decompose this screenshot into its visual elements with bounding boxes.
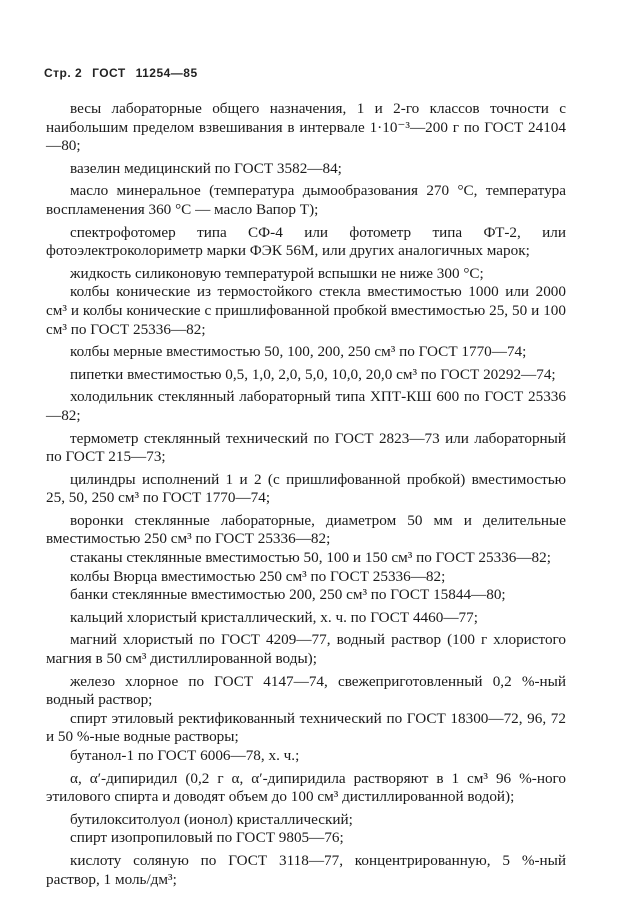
- standard-number: 11254—85: [135, 66, 198, 80]
- list-item: масло минеральное (температура дымообразования 270 °С, температура воспламенения 360 °С — масло Вапор Т);: [46, 182, 566, 218]
- list-item: спирт изопропиловый по ГОСТ 9805—76;: [70, 829, 344, 847]
- list-item: вазелин медицинский по ГОСТ 3582—84;: [70, 159, 342, 177]
- list-item: спектрофотомер типа СФ-4 или фотометр типа ФТ-2, или фотоэлектроколориметр марки ФЭК 56М, или других аналогичных марок;: [46, 223, 566, 260]
- list-item: бутилокситолуол (ионол) кристаллический;: [70, 810, 353, 828]
- list-item: жидкость силиконовую температурой вспышки не ниже 300 °С;: [70, 264, 484, 282]
- standard-label: ГОСТ: [92, 66, 126, 80]
- list-item: пипетки вместимостью 0,5, 1,0, 2,0, 5,0, 10,0, 20,0 см³ по ГОСТ 20292—74;: [70, 365, 556, 383]
- list-item: колбы Вюрца вместимостью 250 см³ по ГОСТ 25336—82;: [70, 567, 446, 585]
- list-item: воронки стеклянные лабораторные, диаметром 50 мм и делительные вместимостью 250 см³ по ГОСТ 25336—82;: [46, 511, 566, 548]
- list-item: холодильник стеклянный лабораторный типа ХПТ-КШ 600 по ГОСТ 25336—82;: [46, 388, 566, 424]
- page-number-label: Стр. 2: [44, 66, 83, 80]
- list-item: термометр стеклянный технический по ГОСТ 2823—73 или лабораторный по ГОСТ 215—73;: [46, 429, 566, 466]
- list-item: весы лабораторные общего назначения, 1 и 2-го классов точности с наибольшим пределом взвешивания в интервале 1·10⁻³—200 г по ГОСТ 24104—80;: [46, 100, 566, 155]
- list-item: кальций хлористый кристаллический, х. ч. по ГОСТ 4460—77;: [70, 608, 478, 626]
- list-item: цилиндры исполнений 1 и 2 (с пришлифованной пробкой) вместимостью 25, 50, 250 см³ по ГОСТ 1770—74;: [46, 470, 566, 507]
- list-item: α, α′-дипиридил (0,2 г α, α′-дипиридила растворяют в 1 см³ 96 %-ного этилового спирта и доводят объем до 100 см³ дистиллированной водой);: [46, 769, 566, 806]
- list-item: стаканы стеклянные вместимостью 50, 100 и 150 см³ по ГОСТ 25336—82;: [70, 549, 551, 567]
- list-item: кислоту соляную по ГОСТ 3118—77, концентрированную, 5 %-ный раствор, 1 моль/дм³;: [46, 851, 566, 888]
- list-item: магний хлористый по ГОСТ 4209—77, водный раствор (100 г хлористого магния в 50 см³ дистиллированной воды);: [46, 631, 566, 668]
- list-item: колбы конические из термостойкого стекла вместимостью 1000 или 2000 см³ и колбы конические с пришлифованной пробкой вместимостью 25, 50 и 100 см³ по ГОСТ 25336—82;: [46, 283, 566, 338]
- page-header: [44, 66, 204, 80]
- document-body: [46, 100, 566, 889]
- list-item: банки стеклянные вместимостью 200, 250 см³ по ГОСТ 15844—80;: [70, 586, 506, 604]
- list-item: бутанол-1 по ГОСТ 6006—78, х. ч.;: [70, 747, 300, 764]
- list-item: железо хлорное по ГОСТ 4147—74, свежеприготовленный 0,2 %-ный водный раствор;: [46, 672, 566, 709]
- list-item: спирт этиловый ректификованный технический по ГОСТ 18300—72, 96, 72 и 50 %-ные водные растворы;: [46, 709, 566, 746]
- list-item: колбы мерные вместимостью 50, 100, 200, 250 см³ по ГОСТ 1770—74;: [70, 343, 527, 361]
